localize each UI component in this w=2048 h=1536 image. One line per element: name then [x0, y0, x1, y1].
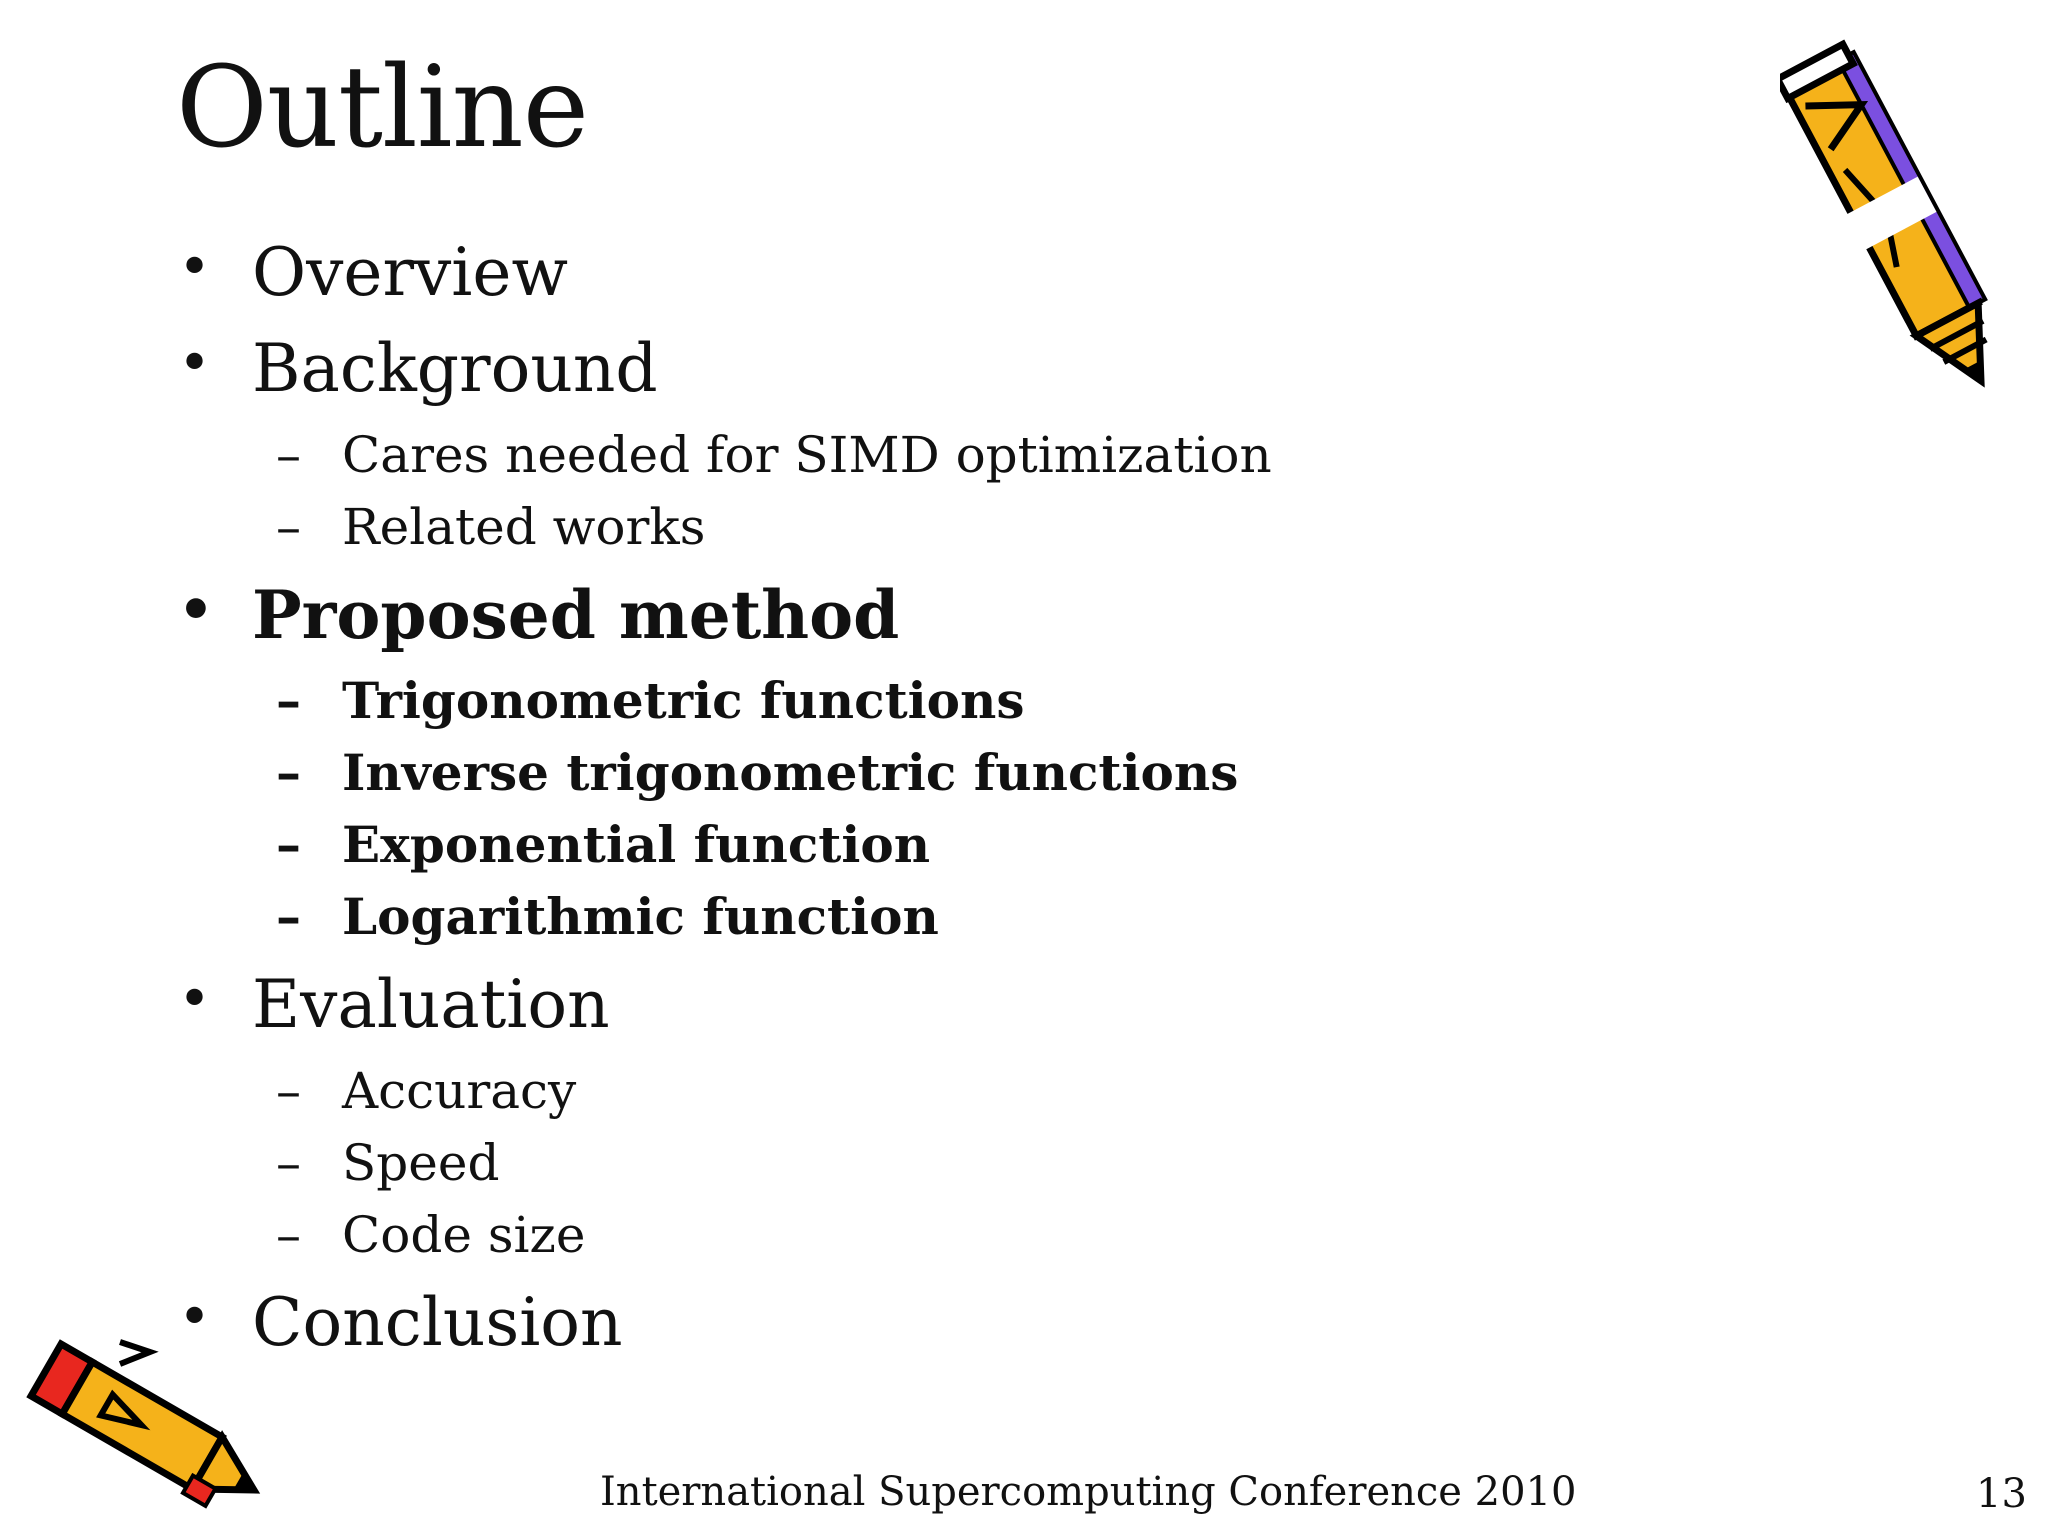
- outline-item-text: Background: [252, 330, 658, 407]
- dash-marker: –: [276, 1206, 301, 1264]
- outline-item: [176, 1284, 1676, 1361]
- outline-subitem: [176, 426, 1676, 484]
- outline-subitem-text: Trigonometric functions: [342, 671, 1025, 730]
- slide-title: Outline: [176, 43, 589, 173]
- bullet-marker: •: [178, 577, 214, 643]
- outline-subitem: [176, 1062, 1676, 1120]
- outline-subitem-text: Exponential function: [342, 815, 931, 874]
- dash-marker: –: [276, 887, 301, 946]
- pencil-icon: [20, 1330, 280, 1530]
- outline-subitem-text: Logarithmic function: [342, 887, 939, 946]
- outline-subitem: [176, 1134, 1676, 1192]
- outline-subitem-text: Inverse trigonometric functions: [342, 743, 1239, 802]
- outline-subitem-current: [176, 743, 1676, 802]
- outline-subitem-current: [176, 671, 1676, 730]
- dash-marker: –: [276, 1062, 301, 1120]
- bullet-marker: •: [178, 331, 212, 396]
- dash-marker: –: [276, 743, 301, 802]
- dash-marker: –: [276, 426, 301, 484]
- dash-marker: –: [276, 671, 301, 730]
- footer-text: International Supercomputing Conference 2010: [600, 1469, 1577, 1515]
- dash-marker: –: [276, 498, 301, 556]
- outline-subitem-text: Speed: [342, 1134, 500, 1192]
- outline-item: [176, 966, 1676, 1043]
- outline-item-text: Proposed method: [252, 576, 900, 654]
- outline-item-current: [176, 576, 1676, 654]
- outline-subitem-text: Accuracy: [342, 1062, 577, 1120]
- outline-item-text: Conclusion: [252, 1284, 623, 1361]
- dash-marker: –: [276, 815, 301, 874]
- outline-item-text: Evaluation: [252, 966, 610, 1043]
- page-number: 13: [1976, 1471, 2027, 1517]
- outline-item: [176, 330, 1676, 407]
- bullet-marker: •: [178, 1285, 212, 1350]
- bullet-marker: •: [178, 967, 212, 1032]
- outline-subitem-text: Related works: [342, 498, 706, 556]
- outline-item: [176, 234, 1676, 311]
- pencil-icon: [1780, 30, 2020, 410]
- dash-marker: –: [276, 1134, 301, 1192]
- bullet-marker: •: [178, 235, 212, 300]
- outline-subitem-current: [176, 815, 1676, 874]
- outline-subitem: [176, 1206, 1676, 1264]
- outline-subitem: [176, 498, 1676, 556]
- outline-subitem-current: [176, 887, 1676, 946]
- outline-list: [176, 222, 1676, 1361]
- outline-subitem-text: Code size: [342, 1206, 586, 1264]
- outline-item-text: Overview: [252, 234, 568, 311]
- outline-subitem-text: Cares needed for SIMD optimization: [342, 426, 1272, 484]
